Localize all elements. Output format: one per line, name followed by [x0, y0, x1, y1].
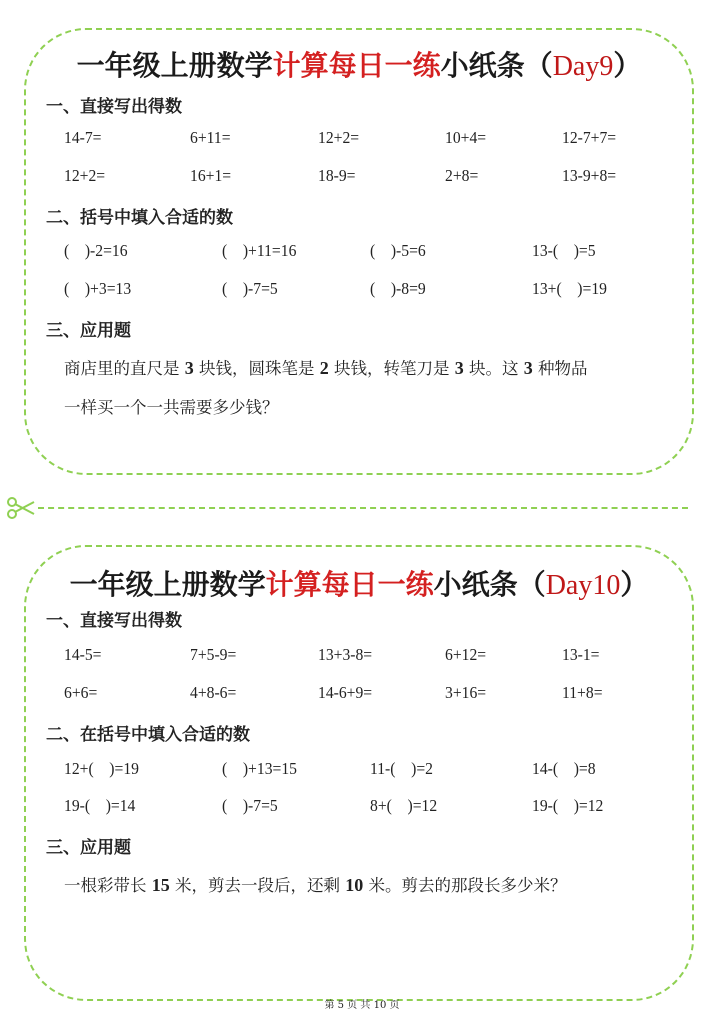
title-highlight: 计算每日一练	[265, 568, 434, 601]
equation: 18-9=	[318, 166, 356, 185]
equation: 7+5-9=	[190, 645, 237, 664]
title-suffix: 小纸条（	[440, 49, 553, 82]
equation: 2+8=	[445, 166, 479, 185]
equation: 3+16=	[445, 683, 487, 702]
fill-blank-equation: 14-( )=8	[532, 759, 596, 778]
card-title	[26, 563, 692, 603]
problem-text: 米。剪去的那段长多少米？	[363, 876, 567, 895]
scissors-icon	[6, 496, 36, 520]
day-label: Day10	[545, 570, 621, 601]
title-prefix: 一年级上册数学	[76, 49, 273, 82]
fill-blank-equation: 11-( )=2	[370, 759, 433, 778]
problem-text: 一根彩带长	[64, 876, 152, 895]
equation: 6+12=	[445, 645, 487, 664]
problem-text: 种物品	[532, 359, 588, 378]
fill-blank-equation: ( )+13=15	[222, 759, 297, 778]
fill-blank-equation: 12+( )=19	[64, 759, 139, 778]
practice-card-day9	[24, 28, 694, 475]
equation: 14-6+9=	[318, 683, 373, 702]
cut-line	[38, 507, 688, 509]
fill-blank-equation: 13+( )=19	[532, 279, 607, 298]
problem-number: 2	[319, 358, 329, 378]
problem-number: 15	[151, 875, 170, 895]
fill-blank-equation: 8+( )=12	[370, 796, 438, 815]
practice-card-day10	[24, 545, 694, 1001]
equation: 13+3-8=	[318, 645, 373, 664]
equation: 12-7+7=	[562, 128, 617, 147]
title-prefix: 一年级上册数学	[69, 568, 266, 601]
problem-number: 3	[523, 358, 533, 378]
problem-text: 块钱，转笔刀是	[328, 359, 455, 378]
equation: 13-1=	[562, 645, 600, 664]
equation: 12+2=	[318, 128, 360, 147]
problem-text: 块。这	[463, 359, 524, 378]
equation: 13-9+8=	[562, 166, 617, 185]
equation: 6+11=	[190, 128, 231, 147]
fill-blank-equation: ( )-7=5	[222, 279, 278, 298]
problem-number: 3	[184, 358, 194, 378]
word-problem-line2: 一样买一个一共需要多少钱？	[64, 398, 279, 417]
equation: 14-5=	[64, 645, 102, 664]
equation: 12+2=	[64, 166, 106, 185]
equation: 4+8-6=	[190, 683, 237, 702]
fill-blank-equation: ( )+11=16	[222, 241, 297, 260]
fill-blank-equation: ( )-8=9	[370, 279, 426, 298]
day-label: Day9	[552, 51, 614, 82]
section-heading-3: 三、应用题	[46, 838, 131, 858]
fill-blank-equation: 19-( )=14	[64, 796, 136, 815]
fill-blank-equation: ( )-7=5	[222, 796, 278, 815]
section-heading-1: 一、直接写出得数	[46, 97, 182, 117]
word-problem	[64, 355, 588, 379]
problem-text: 米，剪去一段后，还剩	[169, 876, 346, 895]
fill-blank-equation: ( )+3=13	[64, 279, 132, 298]
section-heading-1: 一、直接写出得数	[46, 611, 182, 631]
page-footer: 第 5 页 共 10 页	[324, 1000, 400, 1011]
card-title	[26, 44, 692, 84]
title-close: ）	[620, 568, 649, 601]
title-close: ）	[613, 49, 642, 82]
section-heading-3: 三、应用题	[46, 321, 131, 341]
equation: 11+8=	[562, 683, 603, 702]
section-heading-2: 二、在括号中填入合适的数	[46, 725, 250, 745]
word-problem	[64, 872, 567, 896]
title-suffix: 小纸条（	[433, 568, 546, 601]
equation: 10+4=	[445, 128, 487, 147]
problem-number: 3	[454, 358, 464, 378]
fill-blank-equation: ( )-5=6	[370, 241, 426, 260]
fill-blank-equation: 13-( )=5	[532, 241, 596, 260]
equation: 14-7=	[64, 128, 102, 147]
title-highlight: 计算每日一练	[272, 49, 441, 82]
fill-blank-equation: ( )-2=16	[64, 241, 128, 260]
problem-text: 商店里的直尺是	[64, 359, 185, 378]
fill-blank-equation: 19-( )=12	[532, 796, 604, 815]
equation: 6+6=	[64, 683, 98, 702]
problem-text: 块钱，圆珠笔是	[193, 359, 320, 378]
equation: 16+1=	[190, 166, 232, 185]
section-heading-2: 二、括号中填入合适的数	[46, 208, 233, 228]
problem-number: 10	[345, 875, 364, 895]
